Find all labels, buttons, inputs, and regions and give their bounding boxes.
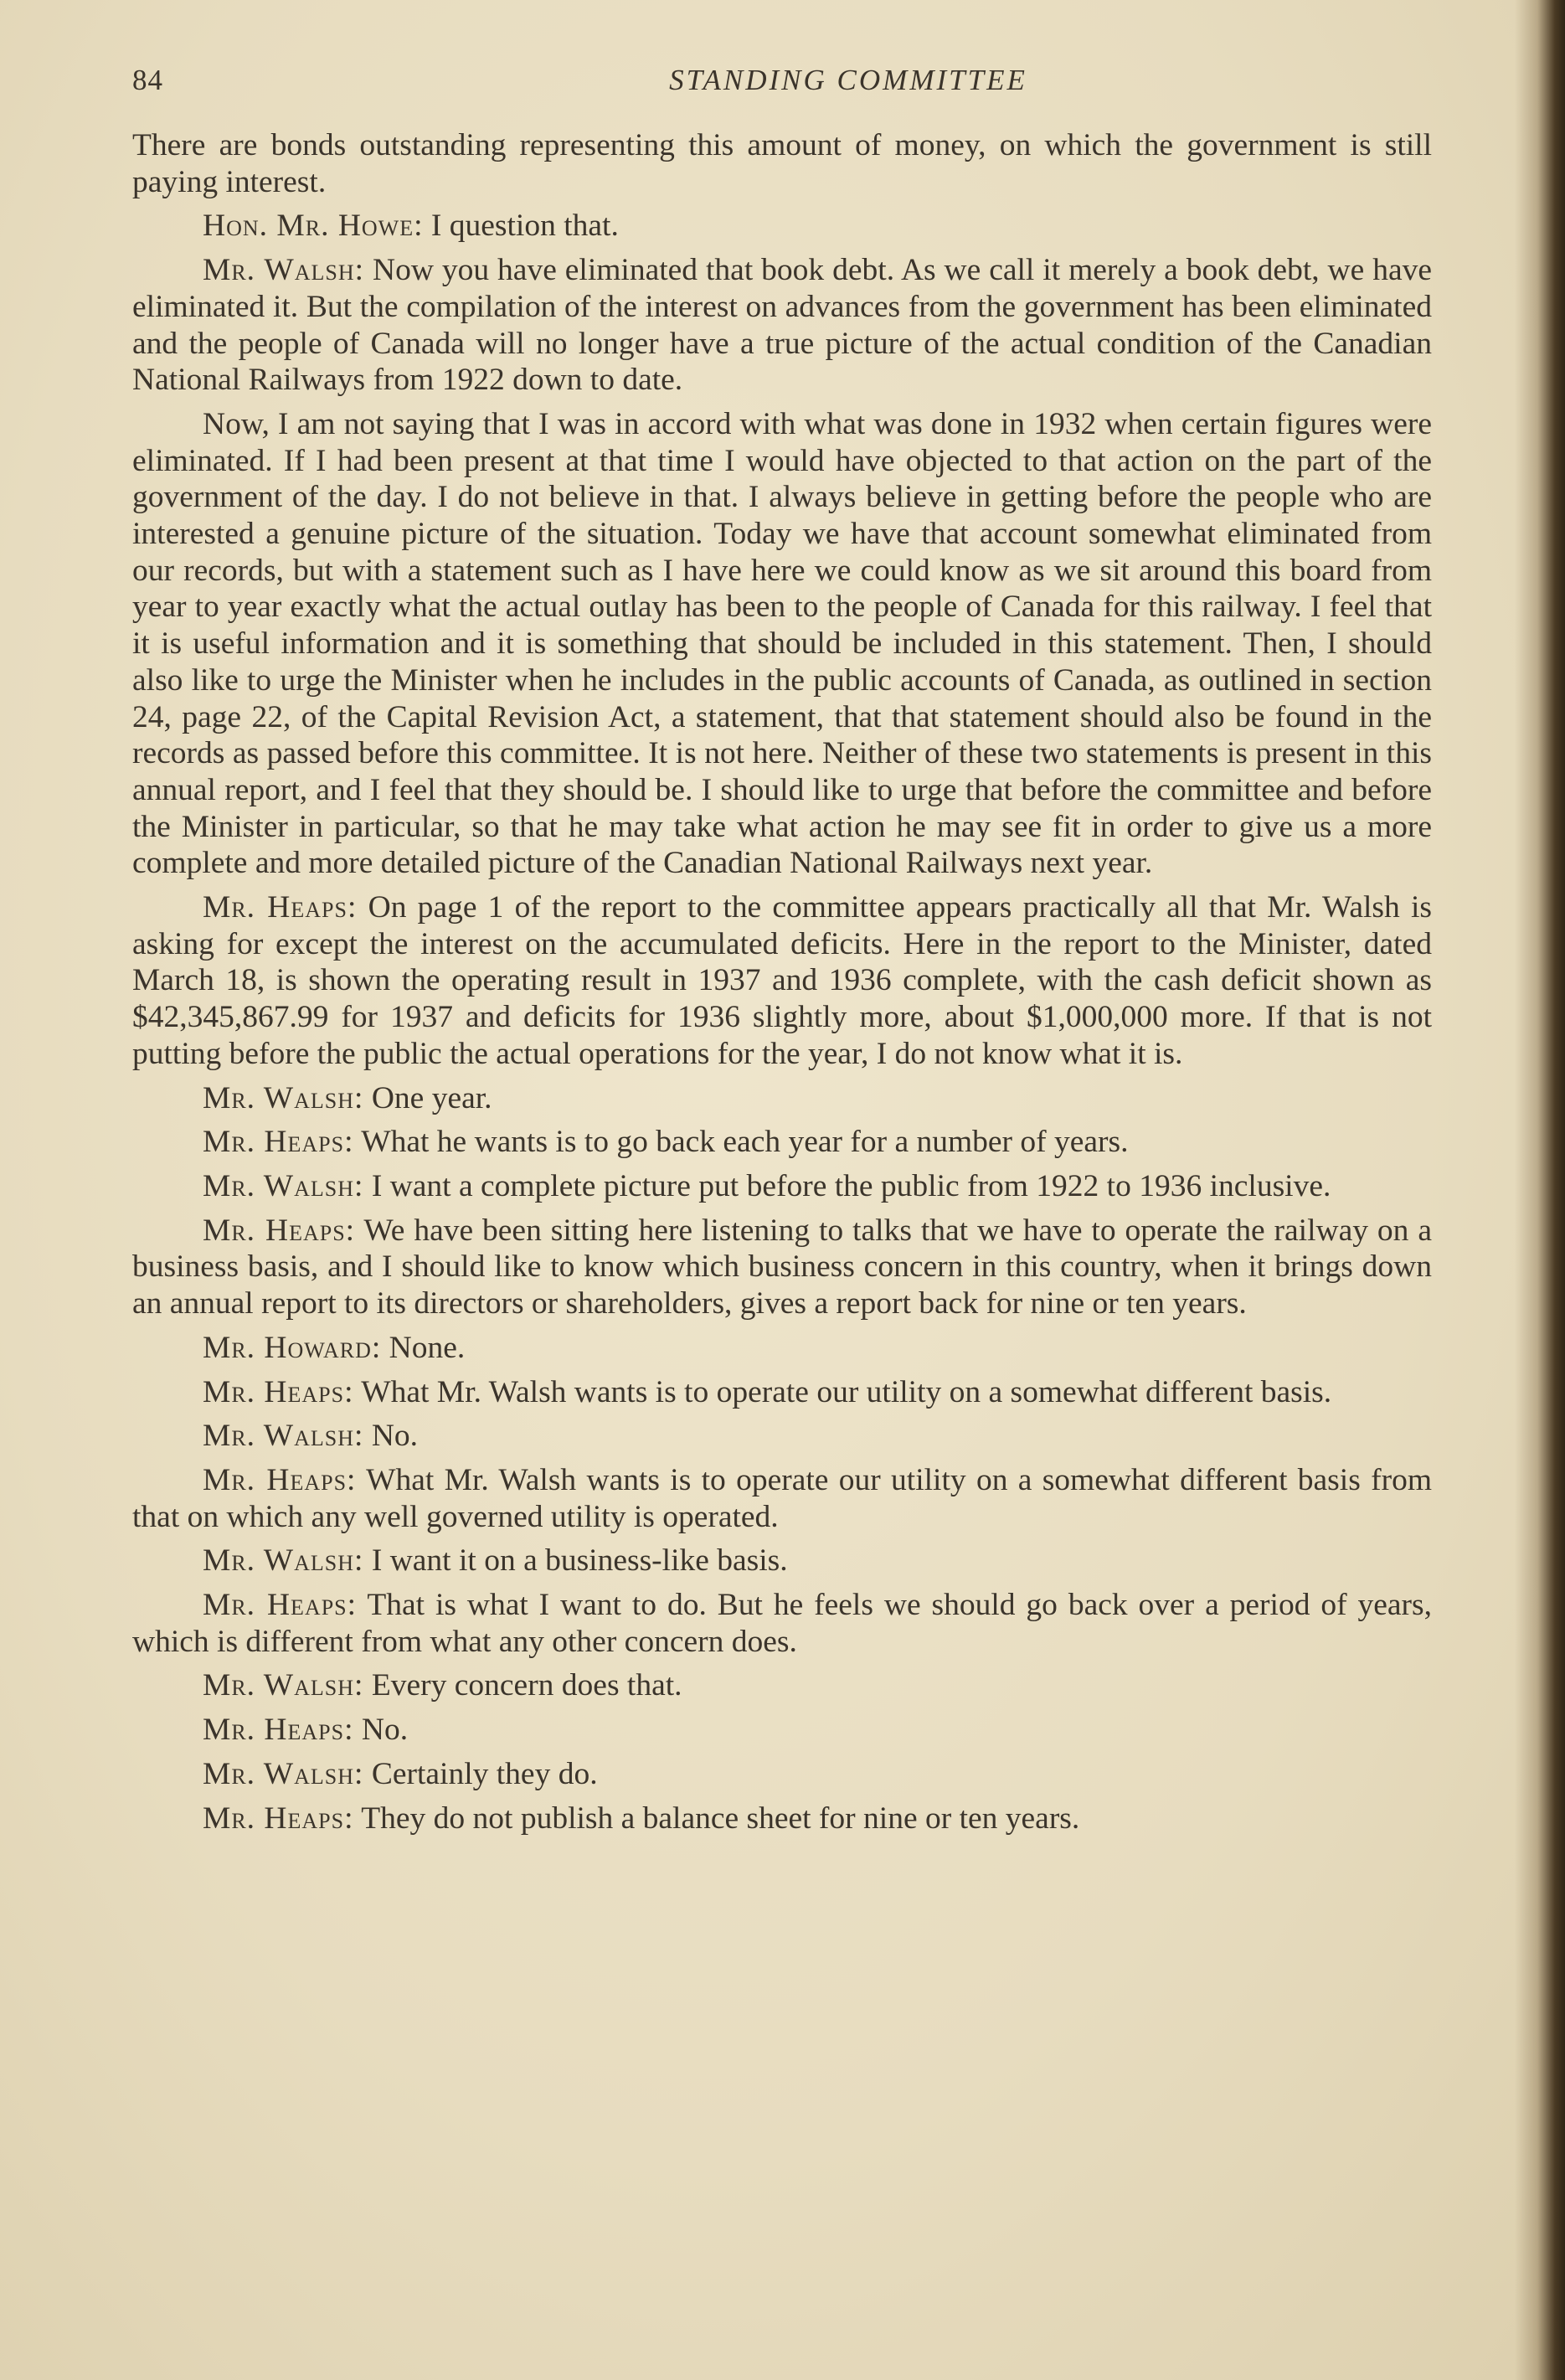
paragraph xyxy=(132,1330,1432,1367)
paragraph-text: I question that. xyxy=(430,209,619,244)
running-head: STANDING COMMITTEE xyxy=(669,64,1027,96)
speaker-name: Mr. Heaps: xyxy=(203,1588,358,1623)
paragraph xyxy=(132,1168,1432,1205)
page-header xyxy=(132,57,1439,107)
speaker-name: Mr. Heaps: xyxy=(203,1462,357,1497)
paragraph xyxy=(132,1374,1432,1411)
paragraph xyxy=(132,1543,1432,1579)
paragraph xyxy=(132,1213,1432,1322)
paragraph-text: None. xyxy=(389,1330,466,1365)
paragraph xyxy=(132,1080,1432,1117)
paragraph-text: We have been sitting here listening to talks that we have to operate the railway on a business basis, and I should like to know which business concern in this country, when it brings down an annual report to its directors or shareholders, gives a report back for nine or ten years. xyxy=(132,1213,1432,1321)
paragraph xyxy=(132,1124,1432,1161)
speaker-name: Mr. Heaps: xyxy=(203,1213,356,1248)
paragraph xyxy=(132,127,1432,200)
speaker-name: Mr. Heaps: xyxy=(203,1713,354,1748)
paragraph xyxy=(132,1462,1432,1535)
speaker-name: Mr. Walsh: xyxy=(203,1080,364,1115)
paragraph xyxy=(132,1800,1432,1837)
paragraph-text: I want it on a business-like basis. xyxy=(371,1543,788,1579)
paragraph-text: That is what I want to do. But he feels we should go back over a period of years, which is different from what any other concern does. xyxy=(132,1588,1433,1659)
transcript-body xyxy=(132,127,1432,1844)
speaker-name: Mr. Howard: xyxy=(203,1330,382,1365)
speaker-name: Mr. Walsh: xyxy=(203,1419,364,1454)
paragraph-text: I want a complete picture put before the public from 1922 to 1936 inclusive. xyxy=(371,1168,1331,1203)
paragraph-text: What Mr. Walsh wants is to operate our utility on a somewhat different basis from that on which any well governed utility is operated. xyxy=(132,1462,1432,1534)
paragraph xyxy=(132,1756,1432,1793)
paragraph-text: What Mr. Walsh wants is to operate our utility on a somewhat different basis. xyxy=(361,1374,1332,1409)
paragraph xyxy=(132,1712,1432,1749)
page-number: 84 xyxy=(132,64,163,96)
speaker-name: Mr. Walsh: xyxy=(203,1543,364,1579)
paragraph-text: On page 1 of the report to the committee appears practically all that Mr. Walsh is asking for except the interest on the accumulated deficits. Here in the report to the Minister, dated March 18, is shown the operating result in 1937 and 1936 complete, with the cash deficit shown as $42,345,867.99 for 1937 and deficits for 1936 slightly more, about $1,000,000 more. If that is not putting before the public the actual operations for the year, I do not know what it is. xyxy=(132,890,1432,1071)
paragraph-text: Now, I am not saying that I was in accord with what was done in 1932 when certain figures were eliminated. If I had been present at that time I would have objected to that action on the part of the government of the day. I do not believe in that. I always believe in getting before the people who are interested a genuine picture of the situation. Today we have that account somewhat eliminated from our records, but with a statement such as I have here we could know as we sit around this board from year to year exactly what the actual outlay has been to the people of Canada for this railway. I feel that it is useful information and it is something that should be included in this statement. Then, I should also like to urge the Minister when he includes in the public accounts of Canada, as outlined in section 24, page 22, of the Capital Revision Act, a statement, that that statement should also be found in the records as passed before this committee. It is not here. Neither of these two statements is present in this annual report, and I feel that they should be. I should like to urge that before the committee and before the Minister in particular, so that he may take what action he may see fit in order to give us a more complete and more detailed picture of the Canadian National Railways next year. xyxy=(132,406,1432,881)
paragraph xyxy=(132,889,1432,1073)
paragraph-text: No. xyxy=(371,1419,419,1454)
speaker-name: Mr. Walsh: xyxy=(203,1756,364,1791)
paragraph xyxy=(132,1667,1432,1704)
paragraph-text: They do not publish a balance sheet for nine or ten years. xyxy=(361,1800,1080,1836)
speaker-name: Mr. Heaps: xyxy=(203,1374,354,1409)
paragraph xyxy=(132,1587,1432,1660)
paragraph xyxy=(132,1418,1432,1455)
paragraph-text: Every concern does that. xyxy=(371,1668,682,1703)
paragraph-text: Certainly they do. xyxy=(371,1756,598,1791)
paragraph-text: There are bonds outstanding representing this amount of money, on which the government is still paying interest. xyxy=(132,128,1432,199)
speaker-name: Hon. Mr. Howe: xyxy=(203,209,424,244)
speaker-name: Mr. Walsh: xyxy=(203,1668,364,1703)
speaker-name: Mr. Heaps: xyxy=(203,890,358,925)
paragraph-text: One year. xyxy=(371,1080,492,1115)
book-spine-shadow xyxy=(1515,0,1565,2380)
paragraph-text: Now you have eliminated that book debt. As we call it merely a book debt, we have eliminated it. But the compilation of the interest on advances from the government has been eliminated and the people of Canada will no longer have a true picture of the actual condition of the Canadian National Railways from 1922 down to date. xyxy=(132,253,1433,398)
speaker-name: Mr. Walsh: xyxy=(203,1168,364,1203)
speaker-name: Mr. Walsh: xyxy=(203,253,365,288)
paragraph xyxy=(132,208,1432,245)
paragraph-text: No. xyxy=(361,1713,409,1748)
paragraph xyxy=(132,406,1432,882)
paragraph xyxy=(132,252,1432,399)
speaker-name: Mr. Heaps: xyxy=(203,1125,354,1160)
speaker-name: Mr. Heaps: xyxy=(203,1800,354,1836)
paragraph-text: What he wants is to go back each year for a number of years. xyxy=(361,1125,1129,1160)
